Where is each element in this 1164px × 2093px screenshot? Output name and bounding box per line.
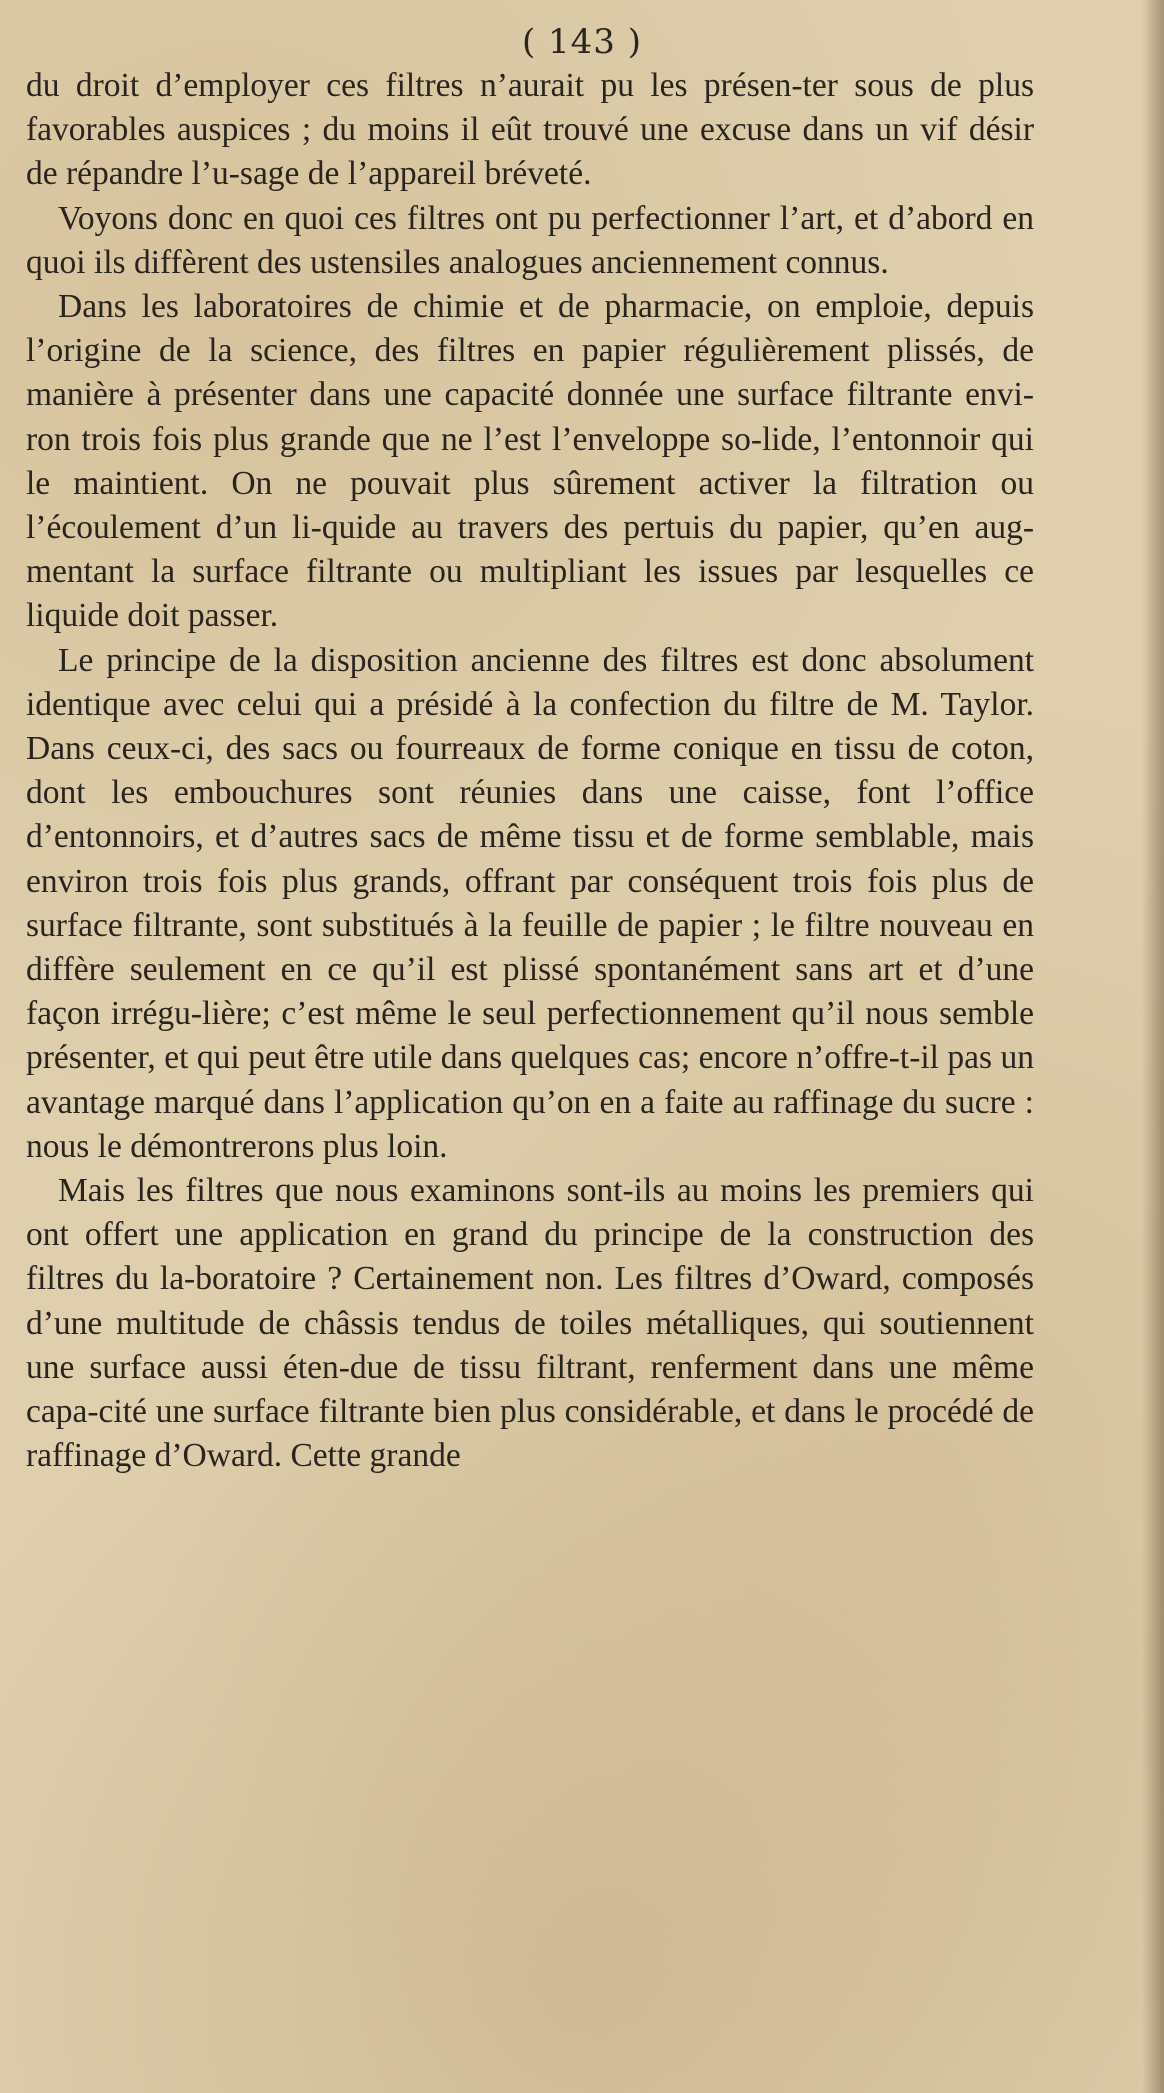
page-number: ( 143 ) bbox=[521, 22, 643, 62]
paragraph-5: Mais les filtres que nous examinons sont-ils au moins les premiers qui ont offert une application en grand du principe de la construction des filtres du la-boratoire ? Certainement non. Les filtres d’Oward, composés d’une multitude de châssis tendus de toiles métalliques, qui soutiennent une surface aussi éten-due de tissu filtrant, renferment dans une même capa-cité une surface filtrante bien plus considérable, et dans le procédé de raffinage d’Oward. Cette grande bbox=[26, 1172, 1034, 1475]
body-text bbox=[26, 64, 1034, 1479]
paragraph-3: Dans les laboratoires de chimie et de pharmacie, on emploie, depuis l’origine de la science, des filtres en papier régulièrement plissés, de manière à présenter dans une capacité donnée une surface filtrante envi-ron trois fois plus grande que ne l’est l’enveloppe so-lide, l’entonnoir qui le maintient. On ne pouvait plus sûrement activer la filtration ou l’écoulement d’un li-quide au travers des pertuis du papier, qu’en aug-mentant la surface filtrante ou multipliant les issues par lesquelles ce liquide doit passer. bbox=[26, 288, 1034, 635]
paragraph-1: du droit d’employer ces filtres n’aurait pu les présen-ter sous de plus favorables auspices ; du moins il eût trouvé une excuse dans un vif désir de répandre l’u-sage de l’appareil bréveté. bbox=[26, 67, 1034, 193]
paragraph-2: Voyons donc en quoi ces filtres ont pu perfectionner l’art, et d’abord en quoi ils diffèrent des ustensiles analogues anciennement connus. bbox=[26, 199, 1034, 281]
paragraph-4: Le principe de la disposition ancienne des filtres est donc absolument identique avec celui qui a présidé à la confection du filtre de M. Taylor. Dans ceux-ci, des sacs ou fourreaux de forme conique en tissu de coton, dont les embouchures sont réunies dans une caisse, font l’office d’entonnoirs, et d’autres sacs de même tissu et de forme semblable, mais environ trois fois plus grands, offrant par conséquent trois fois plus de surface filtrante, sont substitués à la feuille de papier ; le filtre nouveau en diffère seulement en ce qu’il est plissé spontanément sans art et d’une façon irrégu-lière; c’est même le seul perfectionnement qu’il nous semble présenter, et qui peut être utile dans quelques cas; encore n’offre-t-il pas un avantage marqué dans l’application qu’on en a faite au raffinage du sucre : nous le démontrerons plus loin. bbox=[26, 641, 1034, 1165]
page-edge-shadow bbox=[1142, 0, 1164, 2093]
